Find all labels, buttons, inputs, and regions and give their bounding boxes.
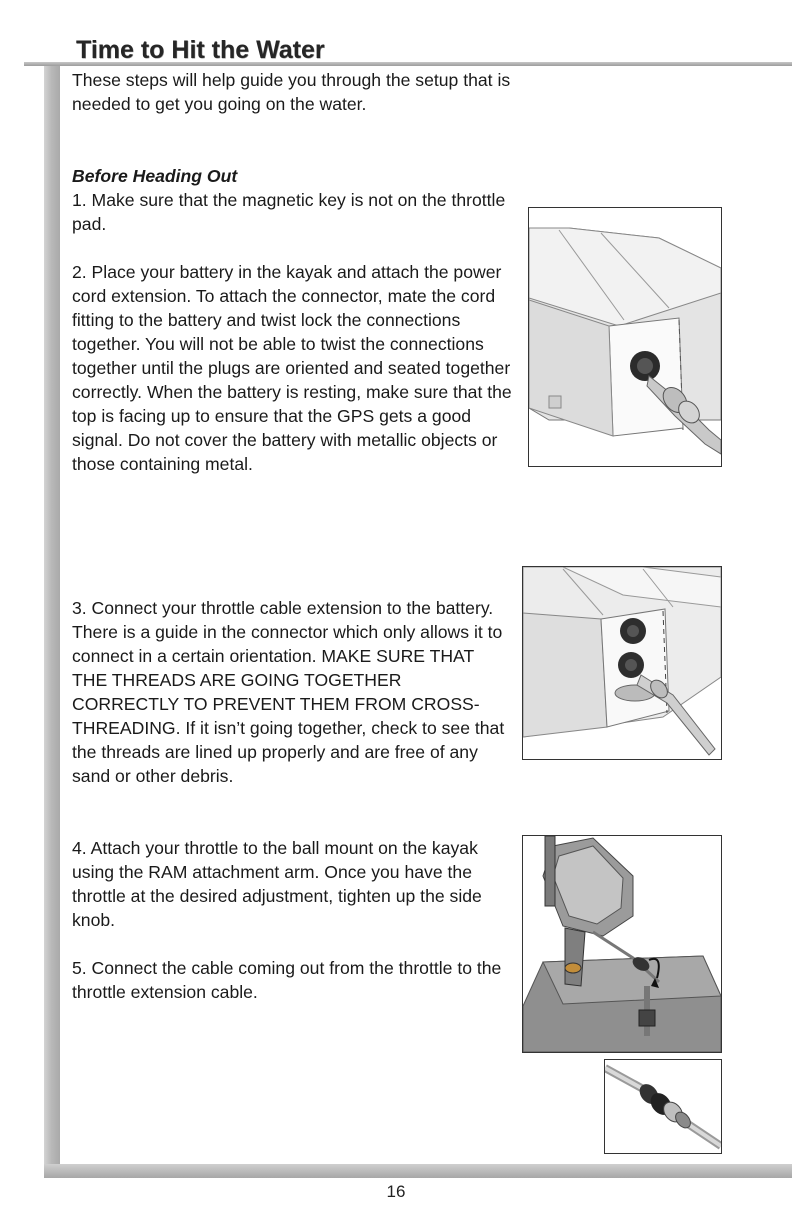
throttle-ball-mount-figure [522, 835, 722, 1053]
step-4-paragraph: 4. Attach your throttle to the ball mount on the kayak using the RAM attachment arm. Once you have the throttle at the desired adjustment, tighten up the side knob. [72, 838, 482, 930]
footer-rule [44, 1164, 792, 1178]
section-subheading: Before Heading Out [72, 166, 238, 186]
left-margin-bar [44, 66, 60, 1178]
battery-power-cord-figure [528, 207, 722, 467]
cable-connector-closeup-figure [604, 1059, 722, 1154]
step-3-paragraph: 3. Connect your throttle cable extension to the battery. There is a guide in the connector which only allows it to connect in a certain orientation. MAKE SURE THAT THE THREADS ARE GOING TOGETHER CORRECTLY TO PREVENT THEM FROM CROSS-THREADING. If it isn’t going together, check to see that the threads are lined up properly and are free of any sand or other debris. [72, 598, 505, 786]
page-number: 16 [386, 1182, 406, 1201]
step-5-paragraph: 5. Connect the cable coming out from the throttle to the throttle extension cable. [72, 958, 502, 1002]
page-title: Time to Hit the Water [76, 36, 325, 64]
step-1-text: 1. Make sure that the magnetic key is not on the throttle pad. [72, 190, 506, 234]
throttle-cable-extension-figure [522, 566, 722, 760]
step-1-paragraph [72, 164, 512, 236]
step-2-paragraph: 2. Place your battery in the kayak and attach the power cord extension. To attach the connector, mate the cord fitting to the battery and twist lock the connections together. You will not be able to twist the connections together until the plugs are oriented and seated together correctly. When the battery is resting, make sure that the top is facing up to ensure that the GPS gets a good signal. Do not cover the battery with metallic objects or those containing metal. [72, 262, 512, 474]
intro-paragraph: These steps will help guide you through the setup that is needed to get you going on the water. [72, 70, 511, 114]
